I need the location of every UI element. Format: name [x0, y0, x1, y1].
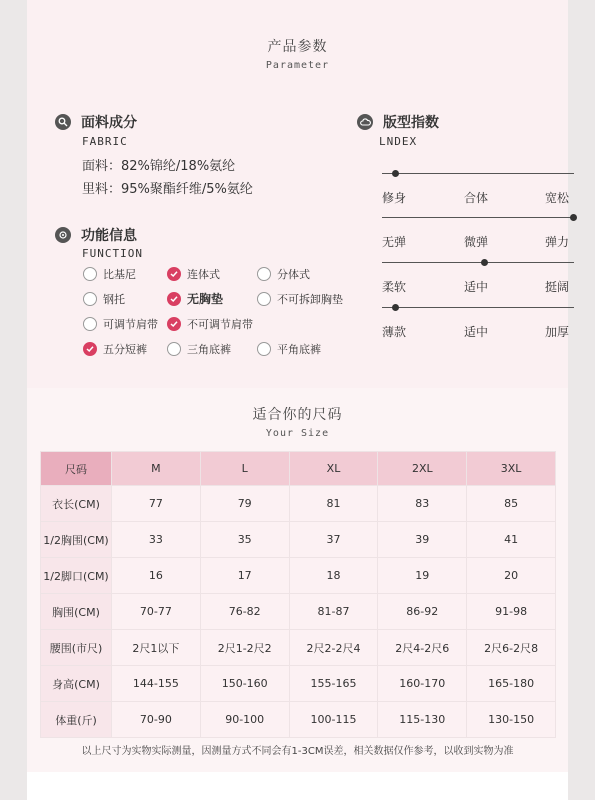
- index-heading-label: 版型指数: [383, 115, 439, 131]
- index-marker: [392, 170, 399, 177]
- parameter-section: 产品参数 Parameter 面料成分 FABRIC 面料：82%锦纶/18%氨纶 里料：95%聚酯纤维/5%氨纶 功能信息 FUNCTION 比基尼 连体式 分体式 钢托 无胸垫 不可拆卸胸垫 可调节肩带 不可调节肩带 五分短裤 三角底裤 平角底裤 版型指数 LNDEX 修身 合体 宽松 无弹 微弹 弹力 柔软 适中 挺阔 薄款 适中 加厚: [27, 0, 568, 388]
- table-cell: 115-130: [378, 702, 467, 738]
- table-cell: 160-170: [378, 666, 467, 702]
- function-option-adjustable-strap: 可调节肩带: [83, 316, 158, 332]
- row-header: 腰围(市尺): [41, 630, 112, 666]
- table-row: [41, 702, 556, 738]
- parameter-title: [27, 36, 568, 71]
- table-cell: 2尺2-2尺4: [289, 630, 378, 666]
- table-row: [41, 558, 556, 594]
- size-table: [40, 451, 556, 738]
- column-header: M: [112, 452, 201, 486]
- row-header: 衣长(CM): [41, 486, 112, 522]
- function-option-boyshort: 平角底裤: [257, 341, 321, 357]
- function-option-no-pad: 无胸垫: [167, 290, 223, 307]
- function-option-brief: 三角底裤: [167, 341, 231, 357]
- table-cell: 2尺4-2尺6: [378, 630, 467, 666]
- table-cell: 100-115: [289, 702, 378, 738]
- table-cell: 35: [200, 522, 289, 558]
- index-marker: [570, 214, 577, 221]
- row-header: 体重(斤): [41, 702, 112, 738]
- checkbox-icon: [257, 342, 271, 356]
- table-cell: 150-160: [200, 666, 289, 702]
- product-card: [27, 0, 568, 800]
- table-cell: 86-92: [378, 594, 467, 630]
- fabric-line-outer: 面料：82%锦纶/18%氨纶: [82, 159, 236, 174]
- table-cell: 39: [378, 522, 467, 558]
- table-cell: 33: [112, 522, 201, 558]
- cloud-icon: [357, 114, 373, 130]
- table-row: [41, 666, 556, 702]
- index-heading: [357, 112, 439, 132]
- table-cell: 85: [467, 486, 556, 522]
- function-heading-label: 功能信息: [81, 228, 137, 244]
- size-title-en: Your Size: [265, 428, 330, 439]
- table-cell: 41: [467, 522, 556, 558]
- table-cell: 17: [200, 558, 289, 594]
- table-cell: 77: [112, 486, 201, 522]
- fabric-heading-en: FABRIC: [82, 135, 128, 148]
- table-cell: 76-82: [200, 594, 289, 630]
- row-header: 1/2胸围(CM): [41, 522, 112, 558]
- size-title-cn: 适合你的尺码: [252, 407, 343, 423]
- table-cell: 37: [289, 522, 378, 558]
- column-header: 尺码: [41, 452, 112, 486]
- index-track: [382, 262, 574, 263]
- table-cell: 90-100: [200, 702, 289, 738]
- index-track: [382, 217, 574, 218]
- size-header-row: [41, 452, 556, 486]
- function-option-twopiece: 分体式: [257, 266, 310, 282]
- check-icon: [167, 267, 181, 281]
- function-heading-en: FUNCTION: [82, 247, 143, 260]
- table-cell: 81: [289, 486, 378, 522]
- function-option-bikini: 比基尼: [83, 266, 136, 282]
- row-header: 身高(CM): [41, 666, 112, 702]
- function-heading: [55, 225, 137, 245]
- table-cell: 2尺6-2尺8: [467, 630, 556, 666]
- fabric-line-lining: 里料：95%聚酯纤维/5%氨纶: [82, 182, 253, 197]
- parameter-title-cn: 产品参数: [267, 39, 328, 55]
- table-cell: 155-165: [289, 666, 378, 702]
- index-track: [382, 173, 574, 174]
- function-option-onepiece: 连体式: [167, 266, 220, 282]
- table-row: [41, 630, 556, 666]
- check-icon: [167, 292, 181, 306]
- table-cell: 144-155: [112, 666, 201, 702]
- column-header: XL: [289, 452, 378, 486]
- index-track: [382, 307, 574, 308]
- size-note: 以上尺寸为实物实际测量，因测量方式不同会有1-3CM误差，相关数据仅作参考，以收到实物为准: [81, 746, 514, 757]
- function-option-shorts: 五分短裤: [83, 341, 147, 357]
- table-cell: 19: [378, 558, 467, 594]
- table-cell: 165-180: [467, 666, 556, 702]
- table-cell: 2尺1-2尺2: [200, 630, 289, 666]
- function-option-underwire: 钢托: [83, 291, 125, 307]
- table-cell: 130-150: [467, 702, 556, 738]
- search-icon: [55, 114, 71, 130]
- table-cell: 16: [112, 558, 201, 594]
- column-header: 2XL: [378, 452, 467, 486]
- function-icon: [55, 227, 71, 243]
- table-cell: 91-98: [467, 594, 556, 630]
- index-heading-en: LNDEX: [379, 135, 418, 148]
- table-row: [41, 522, 556, 558]
- fabric-heading: [55, 112, 137, 132]
- row-header: 1/2脚口(CM): [41, 558, 112, 594]
- parameter-title-en: Parameter: [265, 60, 330, 71]
- table-cell: 83: [378, 486, 467, 522]
- function-option-fixed-strap: 不可调节肩带: [167, 316, 253, 332]
- checkbox-icon: [83, 317, 97, 331]
- check-icon: [167, 317, 181, 331]
- table-cell: 79: [200, 486, 289, 522]
- checkbox-icon: [167, 342, 181, 356]
- checkbox-icon: [257, 292, 271, 306]
- index-marker: [481, 259, 488, 266]
- check-icon: [83, 342, 97, 356]
- checkbox-icon: [257, 267, 271, 281]
- table-cell: 70-90: [112, 702, 201, 738]
- checkbox-icon: [83, 267, 97, 281]
- table-cell: 81-87: [289, 594, 378, 630]
- table-cell: 70-77: [112, 594, 201, 630]
- row-header: 胸围(CM): [41, 594, 112, 630]
- size-title: [27, 404, 568, 439]
- table-cell: 20: [467, 558, 556, 594]
- fabric-heading-label: 面料成分: [81, 115, 137, 131]
- table-row: [41, 486, 556, 522]
- function-option-fixed-pad: 不可拆卸胸垫: [257, 291, 343, 307]
- index-marker: [392, 304, 399, 311]
- table-cell: 18: [289, 558, 378, 594]
- table-cell: 2尺1以下: [112, 630, 201, 666]
- column-header: L: [200, 452, 289, 486]
- column-header: 3XL: [467, 452, 556, 486]
- table-row: [41, 594, 556, 630]
- checkbox-icon: [83, 292, 97, 306]
